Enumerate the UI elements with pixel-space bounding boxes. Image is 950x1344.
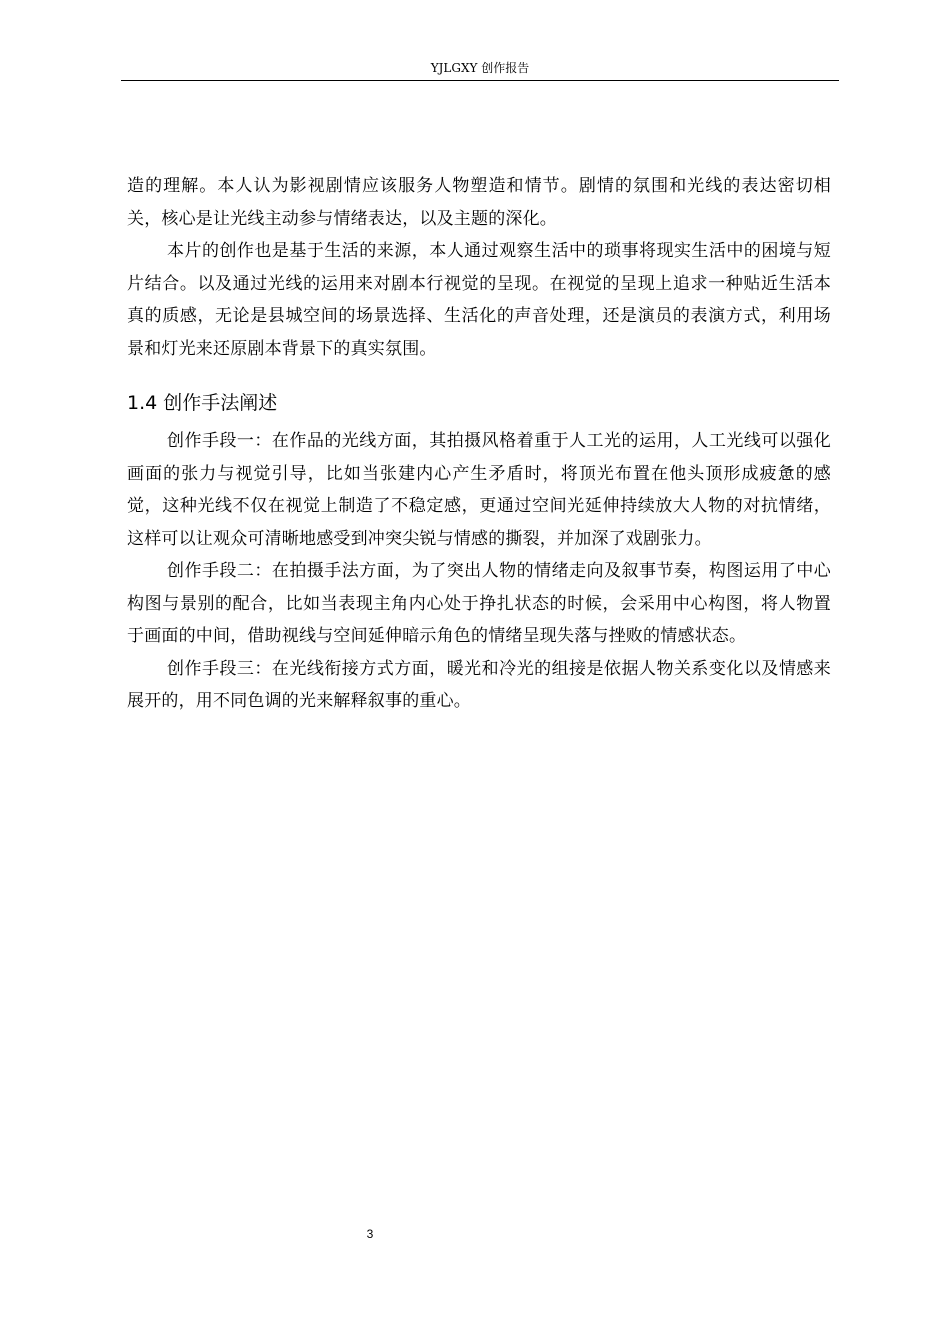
paragraph: 造的理解。本人认为影视剧情应该服务人物塑造和情节。剧情的氛围和光线的表达密切相关，核心是让光线主动参与情绪表达，以及主题的深化。 xyxy=(127,176,831,229)
paragraph: 创作手段一：在作品的光线方面，其拍摄风格着重于人工光的运用，人工光线可以强化画面的张力与视觉引导，比如当张建内心产生矛盾时，将顶光布置在他头顶形成疲惫的感觉，这种光线不仅在视觉上制造了不稳定感，更通过空间光延伸持续放大人物的对抗情绪，这样可以让观众可清晰地感受到冲突尖锐与情感的撕裂，并加深了戏剧张力。 xyxy=(127,431,831,549)
section-heading: 1.4 创作手法阐述 xyxy=(127,392,278,414)
paragraph: 创作手段三：在光线衔接方式方面，暖光和冷光的组接是依据人物关系变化以及情感来展开的，用不同色调的光来解释叙事的重心。 xyxy=(127,658,831,711)
paragraph: 本片的创作也是基于生活的来源，本人通过观察生活中的琐事将现实生活中的困境与短片结合。以及通过光线的运用来对剧本行视觉的呈现。在视觉的呈现上追求一种贴近生活本真的质感，无论是县城空间的场景选择、生活化的声音处理，还是演员的表演方式，利用场景和灯光来还原剧本背景下的真实氛围。 xyxy=(127,241,831,359)
document-body xyxy=(127,170,831,718)
header-title: YJLGXY 创作报告 xyxy=(430,61,530,75)
paragraph: 创作手段二：在拍摄手法方面，为了突出人物的情绪走向及叙事节奏，构图运用了中心构图与景别的配合，比如当表现主角内心处于挣扎状态的时候，会采用中心构图，将人物置于画面的中间，借助视线与空间延伸暗示角色的情绪呈现失落与挫败的情感状态。 xyxy=(127,561,831,646)
page-header xyxy=(121,60,839,81)
page-number: 3 xyxy=(366,1227,374,1241)
